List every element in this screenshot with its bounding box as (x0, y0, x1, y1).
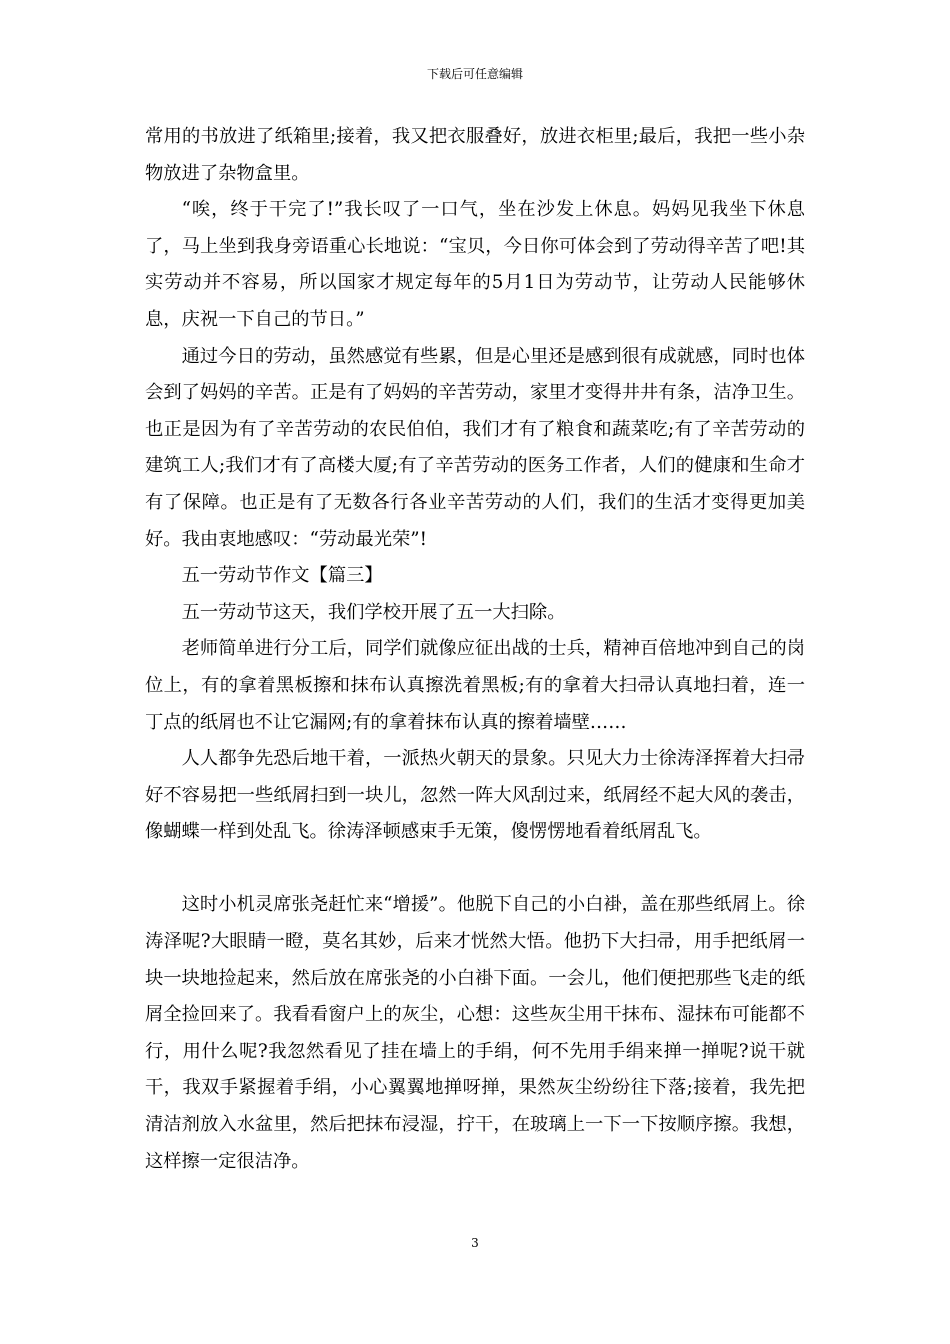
paragraph: “唉，终于干完了!”我长叹了一口气，坐在沙发上休息。妈妈见我坐下休息了，马上坐到我身旁语重心长地说：“宝贝，今日你可体会到了劳动得辛苦了吧!其实劳动并不容易，所以国家才规定每年的5月1日为劳动节，让劳动人民能够休息，庆祝一下自己的节日。” (145, 199, 805, 330)
paragraph: 老师简单进行分工后，同学们就像应征出战的士兵，精神百倍地冲到自己的岗位上，有的拿着黑板擦和抹布认真擦洗着黑板;有的拿着大扫帚认真地扫着，连一丁点的纸屑也不让它漏网;有的拿着抹布认真的擦着墙壁…… (145, 638, 805, 733)
paragraph: 常用的书放进了纸箱里;接着，我又把衣服叠好，放进衣柜里;最后，我把一些小杂物放进了杂物盒里。 (145, 126, 805, 184)
document-body (145, 119, 805, 1180)
blank-line (145, 851, 805, 888)
paragraph: 通过今日的劳动，虽然感觉有些累，但是心里还是感到很有成就感，同时也体会到了妈妈的辛苦。正是有了妈妈的辛苦劳动，家里才变得井井有条，洁净卫生。也正是因为有了辛苦劳动的农民伯伯，我们才有了粮食和蔬菜吃;有了辛苦劳动的建筑工人;我们才有了高楼大厦;有了辛苦劳动的医务工作者，人们的健康和生命才有了保障。也正是有了无数各行各业辛苦劳动的人们，我们的生活才变得更加美好。我由衷地感叹：“劳动最光荣”! (145, 345, 805, 550)
paragraph: 五一劳动节这天，我们学校开展了五一大扫除。 (181, 601, 566, 623)
page-number: 3 (471, 1236, 479, 1250)
paragraph: 人人都争先恐后地干着，一派热火朝天的景象。只见大力士徐涛泽挥着大扫帚好不容易把一些纸屑扫到一块儿，忽然一阵大风刮过来，纸屑经不起大风的袭击，像蝴蝶一样到处乱飞。徐涛泽顿感束手无策，傻愣愣地看着纸屑乱飞。 (145, 748, 805, 843)
page-header: 下载后可任意编辑 (426, 67, 523, 81)
section-heading: 五一劳动节作文【篇三】 (181, 565, 383, 587)
paragraph: 这时小机灵席张尧赶忙来“增援”。他脱下自己的小白褂，盖在那些纸屑上。徐涛泽呢?大眼睛一瞪，莫名其妙，后来才恍然大悟。他扔下大扫帚，用手把纸屑一块一块地捡起来，然后放在席张尧的小白褂下面。一会儿，他们便把那些飞走的纸屑全捡回来了。我看看窗户上的灰尘，心想：这些灰尘用干抹布、湿抹布可能都不行，用什么呢?我忽然看见了挂在墙上的手绢，何不先用手绢来掸一掸呢?说干就干，我双手紧握着手绢，小心翼翼地掸呀掸，果然灰尘纷纷往下落;接着，我先把清洁剂放入水盆里，然后把抹布浸湿，拧干，在玻璃上一下一下按顺序擦。我想，这样擦一定很洁净。 (145, 894, 805, 1172)
